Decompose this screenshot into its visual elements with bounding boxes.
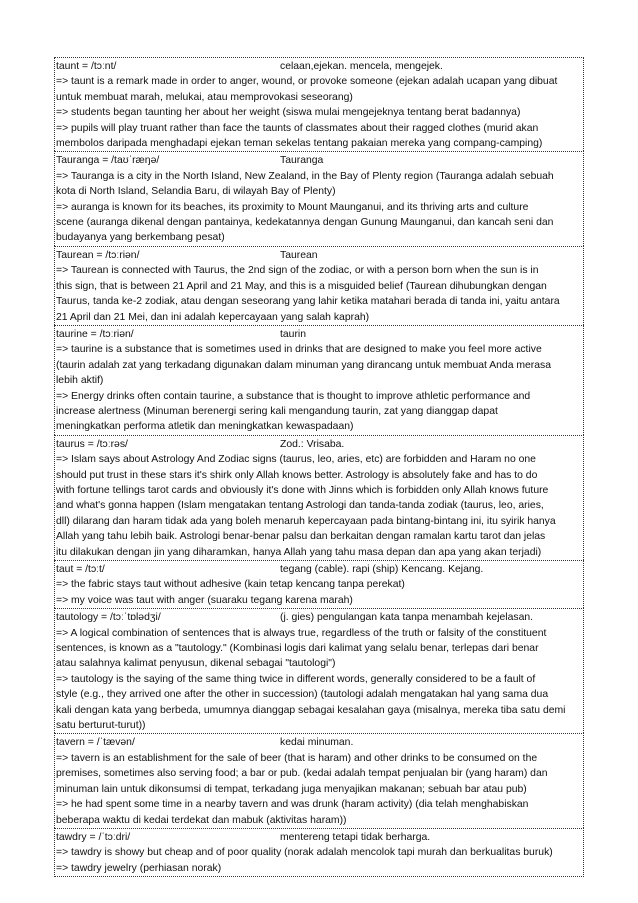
entry-text-line: itu dilakukan dengan jin yang diharamkan, hanya Allah yang tahu masa depan dan apa yang akan terjadi) [56, 546, 542, 558]
entry-translation: tegang (cable). rapi (ship) Kencang. Kejang. [280, 564, 484, 575]
entry-term: taurine = /tɔːriən/ [56, 328, 134, 340]
entry-text-line: scene (auranga dikenal dengan pantainya, kedekatannya dengan Gunung Maunganui, dan kancah seni dan [56, 217, 554, 229]
entry-text-line: style (e.g., they arrived one after the other in succession) (tautologi adalah mengatakan hal yang sama dua [56, 689, 549, 701]
entry-text-line: => the fabric stays taut without adhesive (kain tetap kencang tanpa perekat) [56, 579, 405, 591]
entry-text-line: 21 April dan 21 Mei, dan ini adalah kepercayaan yang salah kaprah) [56, 311, 370, 323]
entry-text-line: satu berturut-turut)) [56, 720, 146, 732]
entry-text-line: kali dengan kata yang berbeda, umumnya dianggap sebagai kesalahan gaya (misalnya, mereka tiba satu demi [56, 704, 566, 716]
entry-text-line: Taurus, tanda ke-2 zodiak, atau dengan seseorang yang lahir ketika matahari berada di tanda ini, yaitu antara [56, 296, 560, 308]
entry-text-line: should put trust in these stars it's shirk only Allah knows better. Astrology is absolutely fake and has to do [56, 469, 538, 481]
entry-term: Taurean = /tɔːriən/ [56, 249, 140, 261]
entry-term: taut = /tɔːt/ [56, 564, 105, 575]
entry-text-line: => my voice was taut with anger (suaraku tegang karena marah) [56, 594, 353, 606]
entry-text-line: minuman lain untuk dikonsumsi di tempat, terkadang juga menyajikan makanan; sebuah bar atau pub) [56, 783, 527, 795]
entry-text-line: => taurine is a substance that is sometimes used in drinks that are designed to make you feel more active [56, 344, 542, 356]
entry-text-line: untuk membuat marah, melukai, atau memprovokasi seseorang) [56, 91, 353, 103]
entry-text-line: => tawdry is showy but cheap and of poor quality (norak adalah mencolok tapi murah dan berkualitas buruk) [56, 847, 553, 859]
entry-translation: kedai minuman. [280, 737, 354, 749]
entry-translation: Tauranga [280, 155, 324, 167]
entry-term: tautology = /tɔːˈtɒlədʒi/ [56, 612, 161, 624]
entry-text-line: => Taurean is connected with Taurus, the 2nd sign of the zodiac, or with a person born when the sun is in [56, 265, 539, 277]
entry-header [56, 610, 582, 625]
entry-text-line: => tautology is the saying of the same thing twice in different words, generally considered to be a fault of [56, 673, 536, 685]
entry-text-line: => auranga is known for its beaches, its proximity to Mount Maunganui, and its thriving arts and culture [56, 201, 529, 213]
entry-text-line: => he had spent some time in a nearby tavern and was drunk (haram activity) (dia telah menghabiskan [56, 799, 529, 811]
entry-text-line: => students began taunting her about her weight (siswa mulai mengejeknya tentang berat badannya) [56, 107, 521, 119]
entry-text-line: and what's gonna happen (Islam mengatakan tentang Astrologi dan tanda-tanda zodiak (taurus, leo, aries, [56, 500, 544, 512]
entry-text-line: meningkatkan performa atletik dan meningkatkan kewaspadaan) [56, 421, 354, 433]
entry-translation: taurin [280, 328, 306, 340]
entry-header [56, 153, 582, 168]
entry-text-line: beberapa waktu di kedai terdekat dan mabuk (aktivitas haram)) [56, 814, 347, 826]
entry-header [56, 562, 582, 577]
entry-text-line: Allah yang tahu lebih baik. Astrologi benar-benar palsu dan berkaitan dengan ramalan kartu tarot dan jelas [56, 531, 546, 543]
entry-text-line: => tawdry jewelry (perhiasan norak) [56, 862, 222, 874]
entry-translation: mentereng tetapi tidak berharga. [280, 831, 431, 843]
entry-header [56, 735, 582, 750]
entry-text-line: atau salahnya kalimat penyusun, dikenal sebagai "tautologi") [56, 658, 336, 670]
entry-text-line: premises, sometimes also serving food; a bar or pub. (kedai adalah tempat penjualan bir (yang haram) dan [56, 768, 548, 780]
dictionary-entry [54, 57, 584, 151]
entry-text-line: => Tauranga is a city in the North Island, New Zealand, in the Bay of Plenty region (Tauranga adalah sebuah [56, 170, 554, 182]
dictionary-entry [54, 246, 584, 325]
entry-header [56, 248, 582, 263]
entry-translation: (j. gies) pengulangan kata tanpa menambah kejelasan. [280, 612, 534, 624]
entry-text-line: => taunt is a remark made in order to anger, wound, or provoke someone (ejekan adalah ucapan yang dibuat [56, 76, 558, 88]
entry-text-line: increase alertness (Minuman berenergi sering kali mengandung taurin, zat yang dianggap dapat [56, 405, 498, 417]
entry-term: taunt = /tɔːnt/ [56, 61, 117, 72]
entry-text-line: => tavern is an establishment for the sale of beer (that is haram) and other drinks to be consumed on the [56, 752, 538, 764]
dictionary-entry [54, 828, 584, 877]
entry-text-line: dll) dilarang dan haram tidak ada yang boleh menaruh kepercayaan pada bintang-bintang ini, itu syirik hanya [56, 515, 556, 527]
entry-translation: Zod.: Vrisaba. [280, 438, 345, 450]
entry-text-line: this sign, that is between 21 April and 21 May, and this is a misguided belief (Taurean dihubungkan dengan [56, 280, 547, 292]
dictionary-entry [54, 733, 584, 827]
entry-term: tawdry = /ˈtɔːdri/ [56, 831, 131, 843]
entry-text-line: => pupils will play truant rather than face the taunts of classmates about their ragged clothes (murid akan [56, 122, 539, 134]
entry-term: taurus = /tɔːrəs/ [56, 438, 128, 450]
dictionary-entry [54, 151, 584, 245]
entry-header [56, 59, 582, 74]
entry-text-line: (taurin adalah zat yang terkadang digunakan dalam minuman yang dirancang untuk membuat Anda merasa [56, 359, 552, 371]
entry-header [56, 437, 582, 452]
entry-text-line: => A logical combination of sentences that is always true, regardless of the truth or falsity of the constituent [56, 627, 547, 639]
entry-text-line: with fortune tellings tarot cards and obviously it's done with Jinns which is forbidden only Allah knows future [56, 484, 549, 496]
entry-header [56, 327, 582, 342]
dictionary-entry [54, 608, 584, 733]
entry-translation: Taurean [280, 249, 318, 261]
entry-text-line: budayanya yang berkembang pesat) [56, 232, 225, 244]
dictionary-entry [54, 560, 584, 608]
entry-term: tavern = /ˈtævən/ [56, 737, 135, 749]
entry-text-line: => Energy drinks often contain taurine, a substance that is thought to improve athletic performance and [56, 390, 531, 402]
entry-text-line: lebih aktif) [56, 375, 104, 387]
dictionary-entry [54, 435, 584, 560]
dictionary-document [54, 57, 584, 877]
entry-text-line: membolos daripada menghadapi ejekan teman sekelas tentang pakaian mereka yang compang-camping) [56, 138, 543, 150]
entry-translation: celaan,ejekan. mencela, mengejek. [280, 61, 443, 72]
entry-text-line: kota di North Island, Selandia Baru, di wilayah Bay of Plenty) [56, 186, 336, 198]
entry-header [56, 830, 582, 845]
entry-text-line: => Islam says about Astrology And Zodiac signs (taurus, leo, aries, etc) are forbidden and Haram no one [56, 454, 536, 466]
entry-term: Tauranga = /taʊˈræŋə/ [56, 155, 160, 167]
entry-text-line: sentences, is known as a "tautology." (Kombinasi logis dari kalimat yang selalu benar, terlepas dari benar [56, 643, 539, 655]
dictionary-entry [54, 325, 584, 435]
